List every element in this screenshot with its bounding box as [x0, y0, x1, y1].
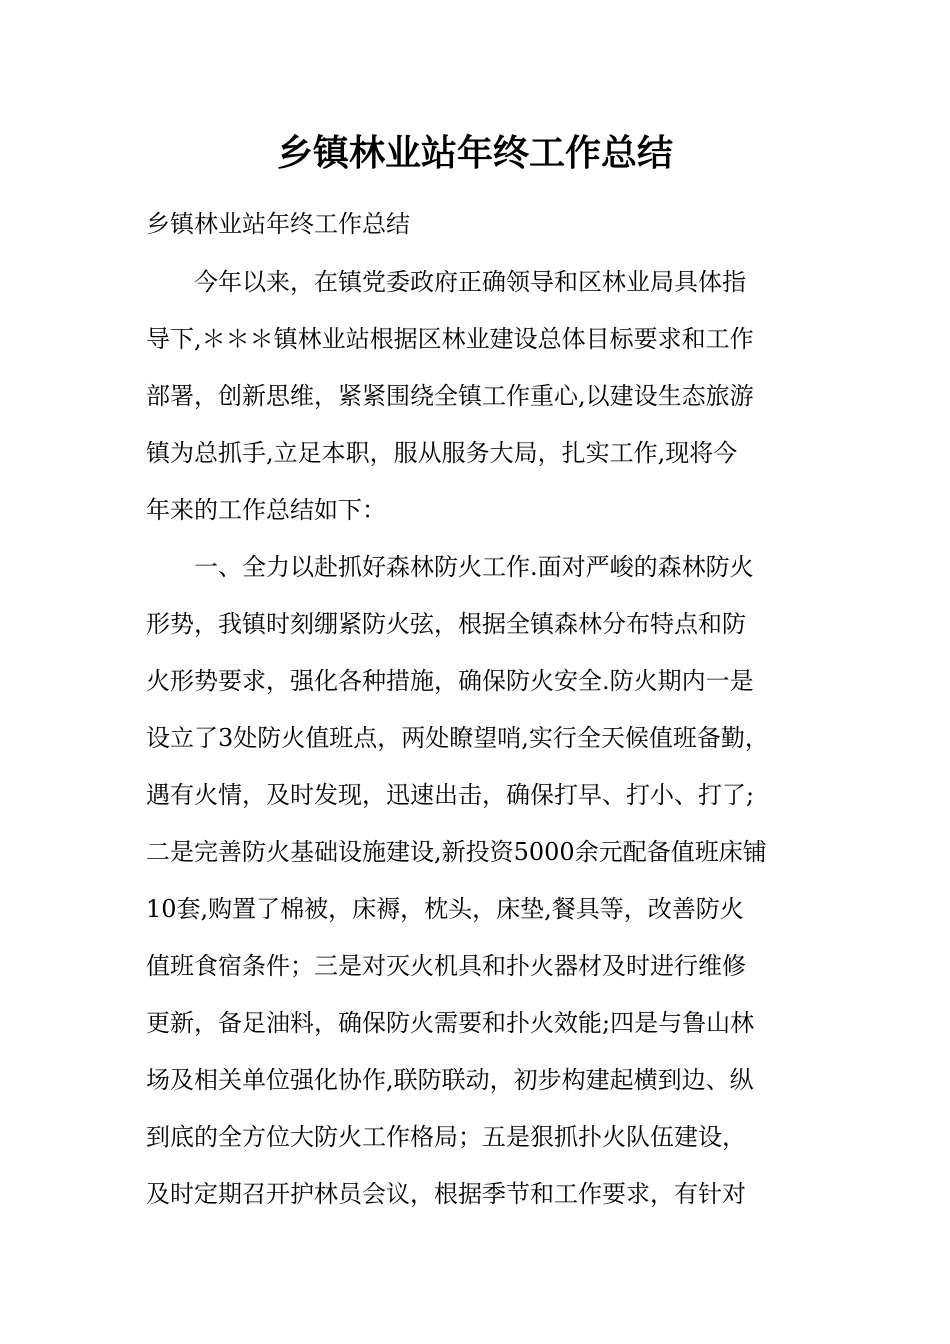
text-line: 镇为总抓手,立足本职，服从服务大局，扎实工作,现将今 [146, 439, 738, 467]
text-line: 年来的工作总结如下： [146, 496, 386, 524]
text-line: 场及相关单位强化协作,联防联动，初步构建起横到边、纵 [146, 1066, 754, 1094]
text-line: 导下,＊＊＊镇林业站根据区林业建设总体目标要求和工作 [146, 325, 754, 353]
text-line: 遇有火情，及时发现，迅速出击，确保打早、打小、打了; [146, 781, 755, 809]
text-line: 及时定期召开护林员会议，根据季节和工作要求，有针对 [146, 1180, 746, 1208]
text-line: 到底的全方位大防火工作格局；五是狠抓扑火队伍建设， [146, 1123, 746, 1151]
text-line: 设立了3处防火值班点，两处瞭望哨,实行全天候值班备勤， [146, 724, 769, 752]
text-line: 一、全力以赴抓好森林防火工作.面对严峻的森林防火 [194, 553, 754, 581]
text-line: 形势，我镇时刻绷紧防火弦，根据全镇森林分布特点和防 [146, 610, 746, 638]
text-line: 更新，备足油料，确保防火需要和扑火效能;四是与鲁山林 [146, 1009, 755, 1037]
text-line: 部署，创新思维，紧紧围绕全镇工作重心,以建设生态旅游 [146, 382, 754, 410]
document-subtitle: 乡镇林业站年终工作总结 [146, 210, 410, 238]
text-line: 今年以来，在镇党委政府正确领导和区林业局具体指 [194, 268, 746, 296]
text-line: 二是完善防火基础设施建设,新投资5000余元配备值班床铺 [146, 838, 767, 866]
text-line: 值班食宿条件；三是对灭火机具和扑火器材及时进行维修 [146, 952, 746, 980]
text-line: 10套,购置了棉被，床褥，枕头，床垫,餐具等，改善防火 [146, 895, 744, 923]
document-title: 乡镇林业站年终工作总结 [276, 132, 673, 174]
text-line: 火形势要求，强化各种措施，确保防火安全.防火期内一是 [146, 667, 754, 695]
